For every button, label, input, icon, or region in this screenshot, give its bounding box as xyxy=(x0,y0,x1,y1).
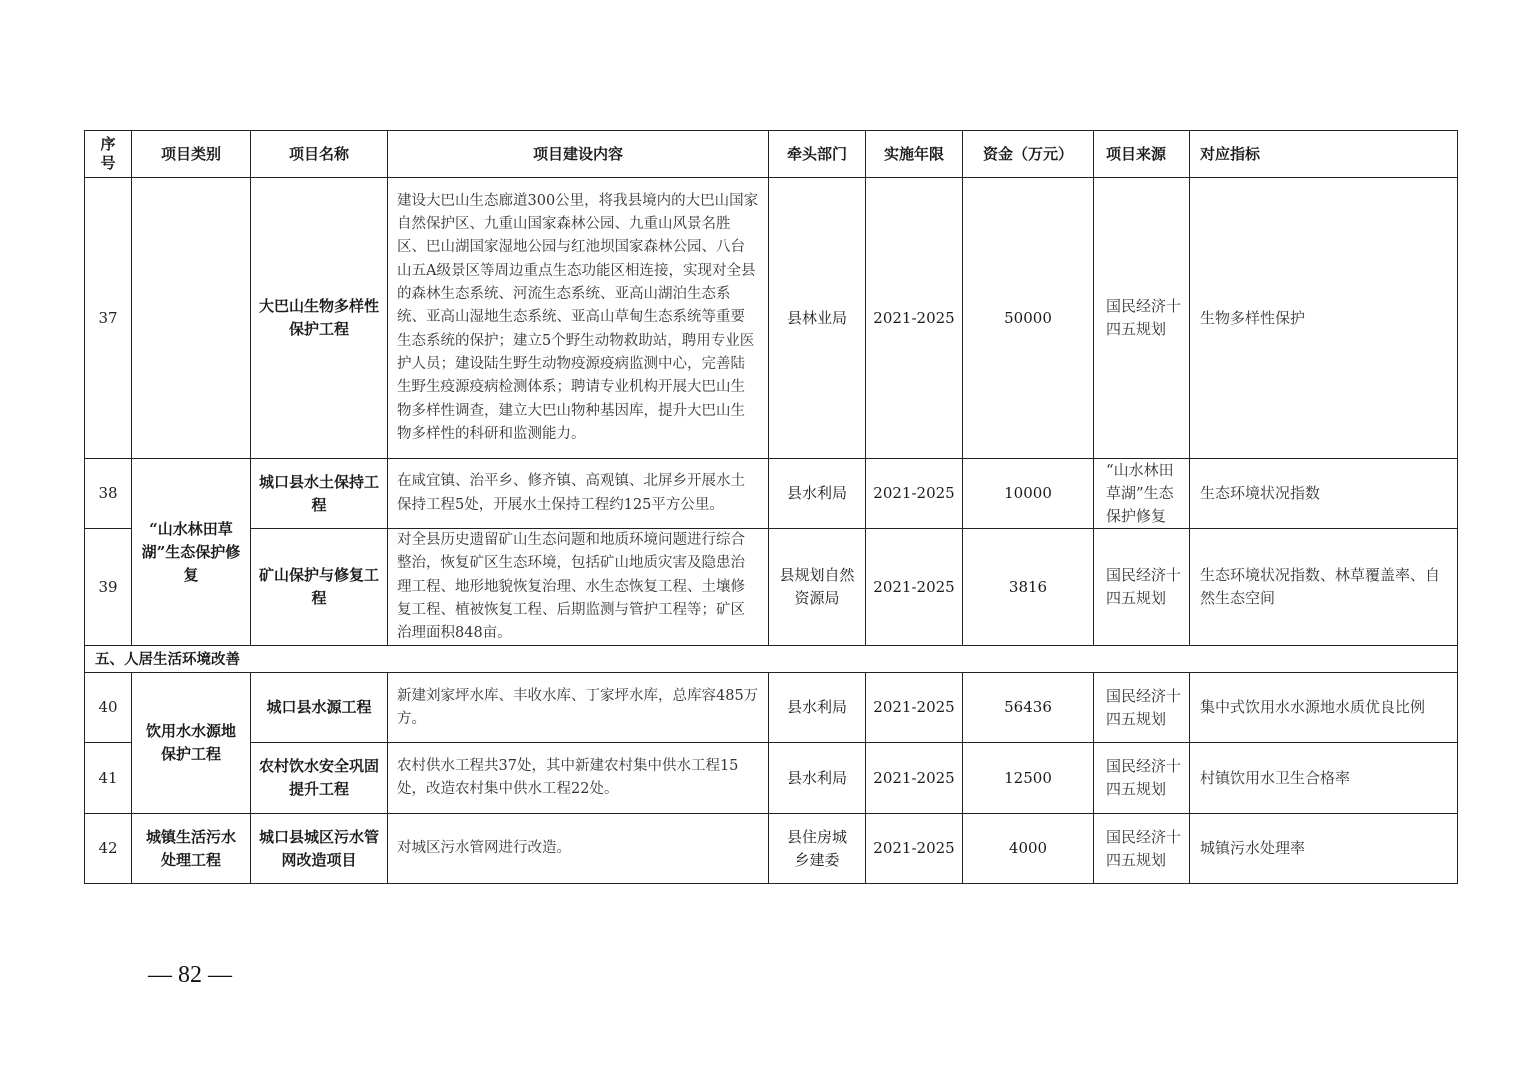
row-source: 国民经济十四五规划 xyxy=(1094,178,1190,459)
row-indicator: 生态环境状况指数 xyxy=(1190,459,1458,529)
row-name: 大巴山生物多样性保护工程 xyxy=(251,178,388,459)
row-name: 矿山保护与修复工程 xyxy=(251,529,388,646)
table-row xyxy=(85,814,1458,884)
header-name: 项目名称 xyxy=(251,131,388,178)
row-period: 2021-2025 xyxy=(866,673,963,743)
row-source: 国民经济十四五规划 xyxy=(1094,814,1190,884)
section-title: 五、人居生活环境改善 xyxy=(85,646,1458,673)
header-fund: 资金（万元） xyxy=(963,131,1094,178)
row-content: 农村供水工程共37处，其中新建农村集中供水工程15处，改造农村集中供水工程22处。 xyxy=(388,743,769,814)
section-row xyxy=(85,646,1458,673)
header-indicator: 对应指标 xyxy=(1190,131,1458,178)
row-dept: 县林业局 xyxy=(769,178,866,459)
row-name: 城口县城区污水管网改造项目 xyxy=(251,814,388,884)
row-source: 国民经济十四五规划 xyxy=(1094,743,1190,814)
row-indicator: 城镇污水处理率 xyxy=(1190,814,1458,884)
row-content: 在咸宜镇、治平乡、修齐镇、高观镇、北屏乡开展水土保持工程5处，开展水土保持工程约125平方公里。 xyxy=(388,459,769,529)
row-fund: 12500 xyxy=(963,743,1094,814)
row-content: 新建刘家坪水库、丰收水库、丁家坪水库，总库容485万方。 xyxy=(388,673,769,743)
row-indicator: 生态环境状况指数、林草覆盖率、自然生态空间 xyxy=(1190,529,1458,646)
row-content: 建设大巴山生态廊道300公里，将我县境内的大巴山国家自然保护区、九重山国家森林公园、九重山风景名胜区、巴山湖国家湿地公园与红池坝国家森林公园、八台山五A级景区等周边重点生态功能区相连接，实现对全县的森林生态系统、河流生态系统、亚高山湖泊生态系统、亚高山湿地生态系统、亚高山草甸生态系统等重要生态系统的保护；建立5个野生动物救助站，聘用专业医护人员；建设陆生野生动物疫源疫病监测中心，完善陆生野生疫源疫病检测体系；聘请专业机构开展大巴山生物多样性调查，建立大巴山物种基因库，提升大巴山生物多样性的科研和监测能力。 xyxy=(388,178,769,459)
table-row xyxy=(85,178,1458,459)
header-dept: 牵头部门 xyxy=(769,131,866,178)
row-category: 饮用水水源地保护工程 xyxy=(132,673,251,814)
row-seq: 37 xyxy=(85,178,132,459)
header-source: 项目来源 xyxy=(1094,131,1190,178)
row-dept: 县规划自然资源局 xyxy=(769,529,866,646)
row-name: 城口县水土保持工程 xyxy=(251,459,388,529)
row-fund: 10000 xyxy=(963,459,1094,529)
row-name: 城口县水源工程 xyxy=(251,673,388,743)
row-name: 农村饮水安全巩固提升工程 xyxy=(251,743,388,814)
row-category: 城镇生活污水处理工程 xyxy=(132,814,251,884)
row-dept: 县水利局 xyxy=(769,743,866,814)
row-period: 2021-2025 xyxy=(866,529,963,646)
row-dept: 县水利局 xyxy=(769,673,866,743)
row-source: “山水林田草湖”生态保护修复 xyxy=(1094,459,1190,529)
row-content: 对城区污水管网进行改造。 xyxy=(388,814,769,884)
header-content: 项目建设内容 xyxy=(388,131,769,178)
row-fund: 4000 xyxy=(963,814,1094,884)
row-period: 2021-2025 xyxy=(866,178,963,459)
row-fund: 56436 xyxy=(963,673,1094,743)
row-fund: 3816 xyxy=(963,529,1094,646)
row-indicator: 集中式饮用水水源地水质优良比例 xyxy=(1190,673,1458,743)
row-dept: 县住房城乡建委 xyxy=(769,814,866,884)
row-fund: 50000 xyxy=(963,178,1094,459)
row-source: 国民经济十四五规划 xyxy=(1094,529,1190,646)
row-seq: 42 xyxy=(85,814,132,884)
table-row xyxy=(85,743,1458,814)
table-row xyxy=(85,673,1458,743)
row-category: “山水林田草湖”生态保护修复 xyxy=(132,459,251,646)
row-indicator: 生物多样性保护 xyxy=(1190,178,1458,459)
row-seq: 38 xyxy=(85,459,132,529)
row-period: 2021-2025 xyxy=(866,743,963,814)
row-seq: 39 xyxy=(85,529,132,646)
row-indicator: 村镇饮用水卫生合格率 xyxy=(1190,743,1458,814)
page-number: — 82 — xyxy=(148,962,232,988)
project-table xyxy=(84,130,1458,884)
row-source: 国民经济十四五规划 xyxy=(1094,673,1190,743)
table-header-row xyxy=(85,131,1458,178)
table-row xyxy=(85,459,1458,529)
row-period: 2021-2025 xyxy=(866,459,963,529)
row-seq: 41 xyxy=(85,743,132,814)
row-category xyxy=(132,178,251,459)
row-content: 对全县历史遗留矿山生态问题和地质环境问题进行综合整治，恢复矿区生态环境，包括矿山地质灾害及隐患治理工程、地形地貌恢复治理、水生态恢复工程、土壤修复工程、植被恢复工程、后期监测与管护工程等；矿区治理面积848亩。 xyxy=(388,529,769,646)
row-period: 2021-2025 xyxy=(866,814,963,884)
table-row xyxy=(85,529,1458,646)
header-period: 实施年限 xyxy=(866,131,963,178)
row-dept: 县水利局 xyxy=(769,459,866,529)
header-seq: 序号 xyxy=(85,131,132,178)
row-seq: 40 xyxy=(85,673,132,743)
header-category: 项目类别 xyxy=(132,131,251,178)
